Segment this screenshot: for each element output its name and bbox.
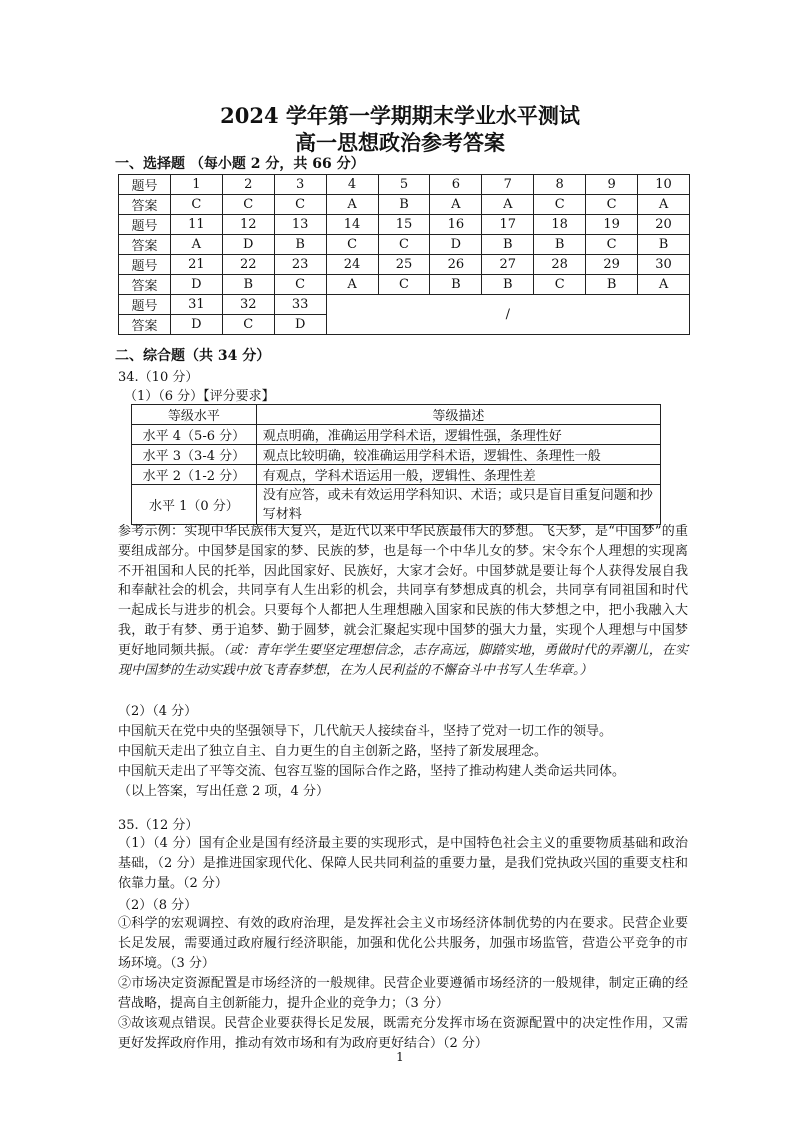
row-label: 题号 (119, 255, 171, 275)
question-number-cell: 19 (586, 215, 638, 235)
question-number-cell: 7 (482, 175, 534, 195)
question-number-cell: 4 (326, 175, 378, 195)
answer-cell: B (638, 235, 690, 255)
q34-part2-note: （以上答案，写出任意 2 项，4 分） (118, 784, 329, 799)
sample-note: （或：青年学生要坚定理想信念，志存高远，脚踏实地，勇做时代的弄潮儿，在实现中国梦的生动实践中放飞青春梦想，在为人民利益的不懈奋斗中书写人生华章。） (118, 642, 688, 678)
q35-part2-label: （2）（8 分） (118, 898, 198, 913)
row-label: 答案 (119, 235, 171, 255)
answer-cell: A (482, 195, 534, 215)
question-number-cell: 3 (274, 175, 326, 195)
answer-cell: B (222, 275, 274, 295)
question-number-cell: 33 (274, 295, 326, 315)
level-cell: 水平 4（5-6 分） (132, 425, 257, 445)
answer-cell: D (222, 235, 274, 255)
question-number-cell: 5 (378, 175, 430, 195)
answer-cell: B (430, 275, 482, 295)
row-label: 答案 (119, 195, 171, 215)
question-number-row (119, 175, 690, 195)
question-number-cell: 6 (430, 175, 482, 195)
question-number-cell: 27 (482, 255, 534, 275)
answer-cell: D (170, 315, 222, 335)
desc-cell: 没有应答，或未有效运用学科知识、术语；或只是盲目重复问题和抄写材料 (256, 485, 660, 525)
answer-cell: A (326, 195, 378, 215)
answer-cell: B (482, 275, 534, 295)
answer-cell: C (534, 275, 586, 295)
level-cell: 水平 3（3-4 分） (132, 445, 257, 465)
level-header: 等级水平 (132, 405, 257, 425)
sample-text: 参考示例：实现中华民族伟大复兴，是近代以来中华民族最伟大的梦想。飞天梦，是“中国梦”的重要组成部分。中国梦是国家的梦、民族的梦，也是每一个中华儿女的梦。宋令东个人理想的实现离不开祖国和人民的托举，因此国家好、民族好，大家才会好。中国梦就是要让每个人获得发展自我和奉献社会的机会，共同享有人生出彩的机会，共同享有梦想成真的机会，共同享有同祖国和时代一起成长与进步的机会。只要每个人都把人生理想融入国家和民族的伟大梦想之中，把小我融入大我，敢于有梦、勇于追梦、勤于圆梦，就会汇聚起实现中国梦的强大力量，实现个人理想与中国梦更好地同频共振。 (118, 524, 688, 658)
question-number-cell: 11 (170, 215, 222, 235)
answer-row (119, 235, 690, 255)
question-number-cell: 15 (378, 215, 430, 235)
question-number-cell: 28 (534, 255, 586, 275)
section1-heading: 一、选择题 （每小题 2 分，共 66 分） (115, 156, 365, 172)
answer-cell: D (170, 275, 222, 295)
q34-part2-line: 中国航天走出了独立自主、自力更生的自主创新之路，坚持了新发展理念。 (118, 744, 548, 759)
blank-cell: / (326, 295, 689, 335)
question-number-cell: 17 (482, 215, 534, 235)
q35-point: ③故该观点错误。民营企业要获得长足发展，既需充分发挥市场在资源配置中的决定性作用，又需更好发挥政府作用，推动有效市场和有为政府更好结合）（2 分） (118, 1016, 688, 1051)
level-table (131, 404, 661, 525)
question-number-cell: 21 (170, 255, 222, 275)
answer-cell: A (638, 195, 690, 215)
row-label: 题号 (119, 215, 171, 235)
question-number-cell: 10 (638, 175, 690, 195)
answer-cell: B (482, 235, 534, 255)
answer-cell: C (274, 275, 326, 295)
answer-row (119, 275, 690, 295)
answer-cell: C (170, 195, 222, 215)
answer-table (118, 174, 690, 335)
question-number-cell: 30 (638, 255, 690, 275)
desc-cell: 有观点，学科术语运用一般，逻辑性、条理性差 (256, 465, 660, 485)
question-number-cell: 29 (586, 255, 638, 275)
answer-cell: B (586, 275, 638, 295)
row-label: 答案 (119, 275, 171, 295)
answer-cell: C (586, 195, 638, 215)
question-number-cell: 14 (326, 215, 378, 235)
section2-heading: 二、综合题（共 34 分） (115, 348, 271, 364)
page-number: 1 (396, 1050, 404, 1064)
question-number-cell: 18 (534, 215, 586, 235)
desc-cell: 观点比较明确，较准确运用学科术语，逻辑性、条理性一般 (256, 445, 660, 465)
answer-cell: C (274, 195, 326, 215)
answer-cell: C (586, 235, 638, 255)
question-number-cell: 32 (222, 295, 274, 315)
desc-cell: 观点明确，准确运用学科术语，逻辑性强，条理性好 (256, 425, 660, 445)
answer-cell: C (222, 315, 274, 335)
q35-point: ①科学的宏观调控、有效的政府治理，是发挥社会主义市场经济体制优势的内在要求。民营企业要长足发展，需要通过政府履行经济职能，加强和优化公共服务，加强市场监管，营造公平竞争的市场环境。（3 分） (118, 916, 688, 971)
desc-header: 等级描述 (256, 405, 660, 425)
answer-cell: A (170, 235, 222, 255)
answer-cell: C (326, 235, 378, 255)
question-number-cell: 25 (378, 255, 430, 275)
question-number-row (119, 215, 690, 235)
q35-part1: （1）（4 分）国有企业是国有经济最主要的实现形式，是中国特色社会主义的重要物质基础和政治基础，（2 分）是推进国家现代化、保障人民共同利益的重要力量，是我们党执政兴国的重要支柱和依靠力量。（2 分） (118, 836, 688, 891)
question-number-cell: 22 (222, 255, 274, 275)
q34-part2-line: 中国航天走出了平等交流、包容互鉴的国际合作之路，坚持了推动构建人类命运共同体。 (118, 764, 626, 779)
question-number-cell: 20 (638, 215, 690, 235)
question-number-cell: 12 (222, 215, 274, 235)
answer-cell: D (430, 235, 482, 255)
answer-cell: C (378, 235, 430, 255)
question-number-cell: 31 (170, 295, 222, 315)
answer-cell: B (378, 195, 430, 215)
q35-label: 35.（12 分） (118, 818, 199, 833)
question-number-cell: 2 (222, 175, 274, 195)
answer-cell: C (222, 195, 274, 215)
question-number-cell: 16 (430, 215, 482, 235)
level-cell: 水平 2（1-2 分） (132, 465, 257, 485)
question-number-cell: 8 (534, 175, 586, 195)
answer-cell: A (326, 275, 378, 295)
question-number-row (119, 255, 690, 275)
row-label: 答案 (119, 315, 171, 335)
question-number-cell: 26 (430, 255, 482, 275)
question-number-cell: 1 (170, 175, 222, 195)
answer-cell: A (430, 195, 482, 215)
q34-part1-label: （1）（6 分）【评分要求】 (124, 389, 275, 404)
row-label: 题号 (119, 175, 171, 195)
question-number-row (119, 295, 690, 315)
q34-label: 34.（10 分） (118, 370, 199, 385)
answer-row (119, 195, 690, 215)
q34-part2-line: 中国航天在党中央的坚强领导下，几代航天人接续奋斗，坚持了党对一切工作的领导。 (118, 724, 613, 739)
document-subtitle: 高一思想政治参考答案 (295, 130, 505, 155)
document-title: 2024 学年第一学期期末学业水平测试 (220, 103, 580, 128)
answer-cell: C (534, 195, 586, 215)
answer-cell: B (274, 235, 326, 255)
q34-part2-label: （2）（4 分） (118, 704, 198, 719)
q34-sample-answer (118, 522, 688, 680)
row-label: 题号 (119, 295, 171, 315)
answer-cell: B (534, 235, 586, 255)
question-number-cell: 13 (274, 215, 326, 235)
answer-cell: C (378, 275, 430, 295)
answer-cell: D (274, 315, 326, 335)
answer-cell: A (638, 275, 690, 295)
question-number-cell: 23 (274, 255, 326, 275)
question-number-cell: 9 (586, 175, 638, 195)
question-number-cell: 24 (326, 255, 378, 275)
level-cell: 水平 1（0 分） (132, 485, 257, 525)
q35-point: ②市场决定资源配置是市场经济的一般规律。民营企业要遵循市场经济的一般规律，制定正确的经营战略，提高自主创新能力，提升企业的竞争力；（3 分） (118, 976, 688, 1011)
